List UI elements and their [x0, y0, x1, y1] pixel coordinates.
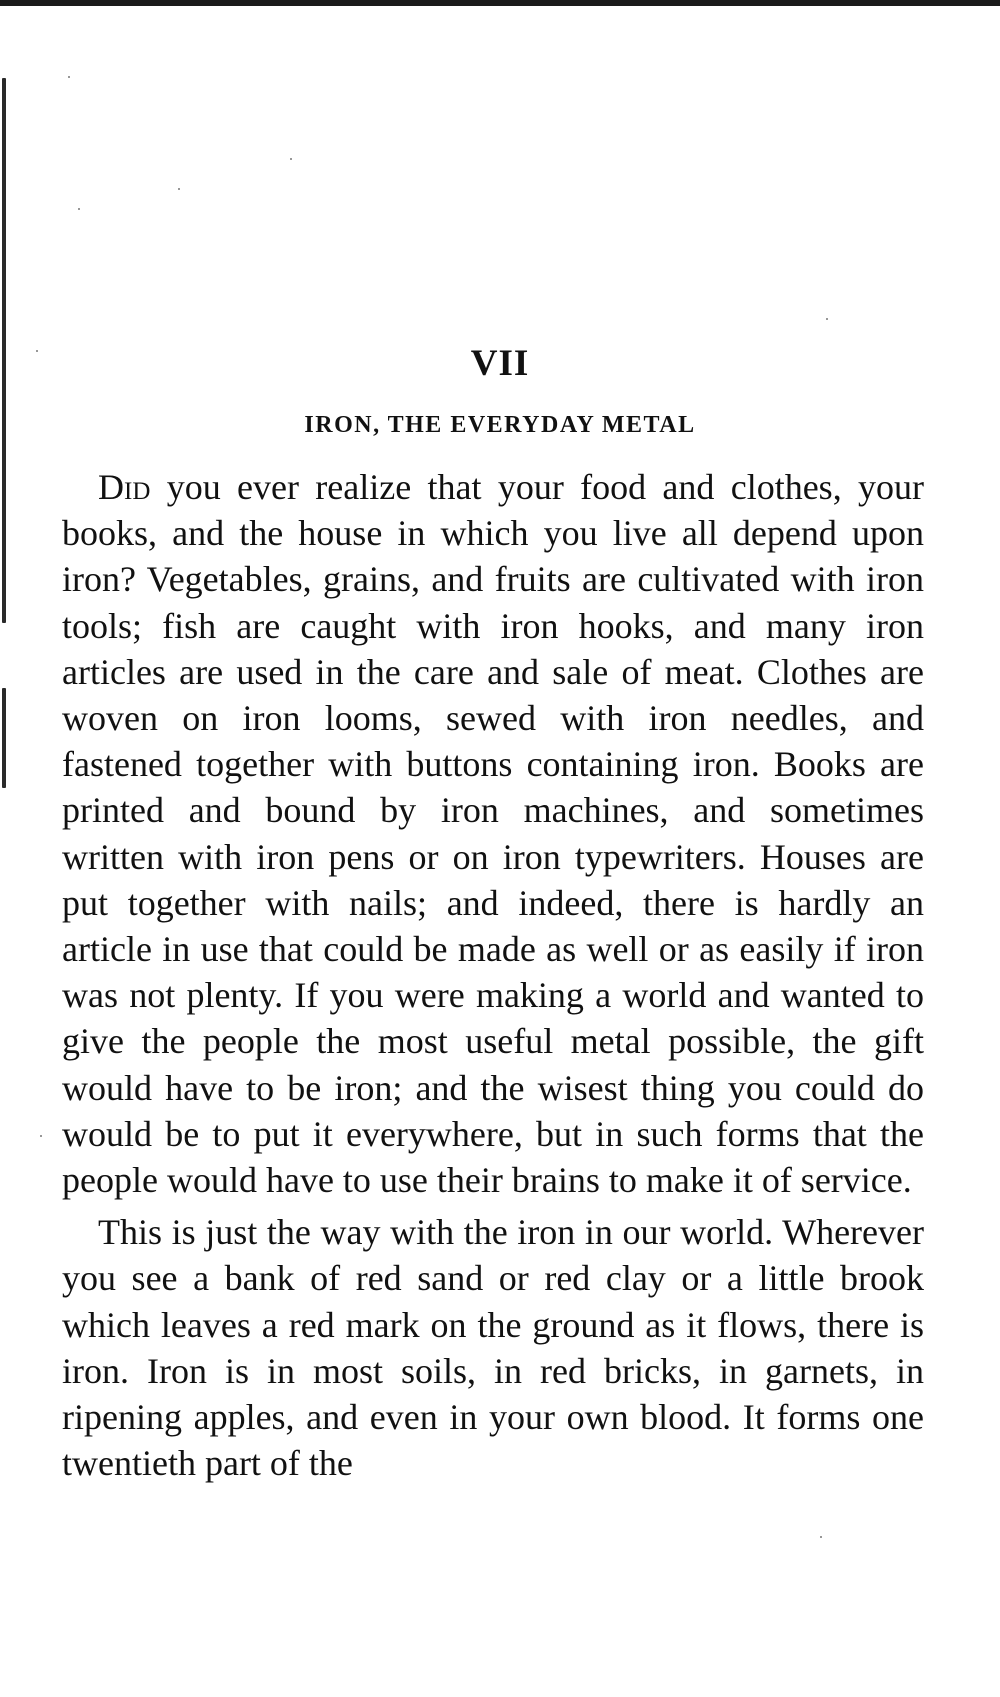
chapter-number: VII [470, 343, 530, 384]
scan-speck [178, 188, 180, 190]
scan-speck [40, 1135, 42, 1137]
chapter-title: IRON, THE EVERYDAY METAL [304, 412, 696, 438]
paragraph-text: This is just the way with the iron in our world. Wherever you see a bank of red sand or red clay or a little brook which leaves a red mark on the ground as it flows, there is iron. Iron is in most soils, in red bricks, in garnets, in ripening apples, and even in your own blood. It forms one twentieth part of the [62, 1212, 924, 1484]
body-paragraph [62, 1209, 924, 1486]
scan-speck [290, 158, 292, 160]
scan-speck [68, 76, 70, 78]
scan-speck [820, 1536, 822, 1538]
body-paragraph [62, 464, 924, 1203]
paragraph-lead-word: Did [98, 467, 151, 507]
chapter-body [62, 464, 924, 1486]
binding-shadow [2, 688, 6, 788]
paragraph-text: you ever realize that your food and clothes, your books, and the house in which you live all depend upon iron? Vegetables, grains, and fruits are cultivated with iron tools; fish are caught with iron hooks, and many iron articles are used in the care and sale of meat. Clothes are woven on iron looms, sewed with iron needles, and fastened together with buttons containing iron. Books are printed and bound by iron machines, and sometimes written with iron pens or on iron typewriters. Houses are put together with nails; and indeed, there is hardly an article in use that could be made as well or as easily if iron was not plenty. If you were making a world and wanted to give the people the most useful metal possible, the gift would have to be iron; and the wisest thing you could do would be to put it everywhere, but in such forms that the people would have to use their brains to make it of service. [62, 467, 924, 1201]
page-top-edge [0, 0, 1000, 6]
scan-speck [826, 318, 828, 320]
scan-speck [78, 208, 80, 210]
